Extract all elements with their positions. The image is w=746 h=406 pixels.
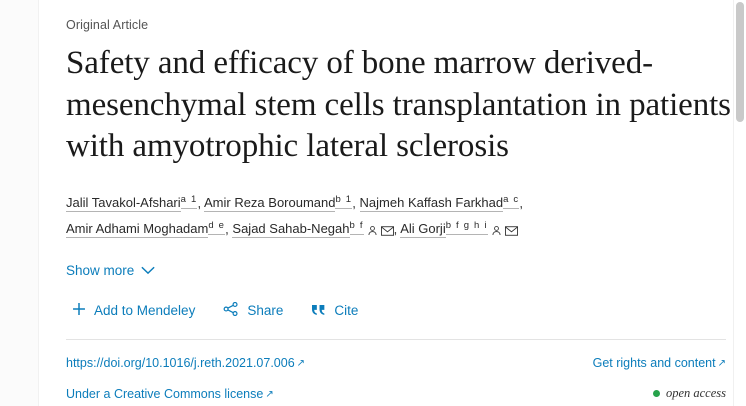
- left-gutter: [0, 0, 39, 406]
- author-name[interactable]: Ali Gorji: [400, 221, 446, 237]
- author-separator: ,: [393, 221, 398, 237]
- open-access-label: open access: [665, 386, 726, 401]
- author-affiliation-marks: d e: [208, 220, 225, 235]
- author-affiliation-marks: b f g h i: [446, 220, 488, 235]
- add-to-mendeley-button[interactable]: [72, 302, 195, 319]
- external-link-icon: ↗: [265, 388, 274, 400]
- author-name[interactable]: Jalil Tavakol-Afshari: [66, 195, 181, 211]
- cite-label: Cite: [334, 303, 359, 319]
- show-more-label: Show more: [66, 263, 135, 279]
- list-item: [66, 195, 197, 210]
- author-affiliation-marks: a c: [503, 194, 519, 209]
- share-icon: [223, 302, 239, 319]
- author-separator: ,: [225, 221, 229, 237]
- action-bar: [66, 302, 726, 319]
- scrollbar[interactable]: [733, 0, 746, 406]
- doi-link-label: https://doi.org/10.1016/j.reth.2021.07.006: [66, 356, 295, 371]
- cite-button[interactable]: [311, 303, 358, 319]
- plus-icon: [72, 302, 86, 319]
- quote-icon: [311, 303, 326, 319]
- show-more-button[interactable]: [66, 263, 155, 278]
- author-affiliation-marks: b f: [350, 220, 364, 235]
- get-rights-and-content-link[interactable]: [593, 356, 726, 370]
- author-mail-icon[interactable]: [381, 217, 394, 243]
- author-person-icon[interactable]: [491, 217, 502, 243]
- author-mail-icon[interactable]: [505, 217, 518, 243]
- author-person-icon[interactable]: [367, 217, 378, 243]
- list-item: [232, 221, 393, 236]
- author-separator: ,: [197, 195, 202, 211]
- external-link-icon: ↗: [717, 358, 726, 370]
- open-access-dot-icon: [653, 390, 660, 397]
- list-item: [204, 195, 352, 210]
- status-badge: [653, 386, 726, 401]
- author-name[interactable]: Amir Adhami Moghadam: [66, 221, 209, 237]
- author-separator: ,: [519, 195, 524, 211]
- author-name[interactable]: Najmeh Kaffash Farkhad: [359, 195, 504, 211]
- creative-commons-license-label: Under a Creative Commons license: [66, 386, 264, 401]
- author-name[interactable]: Amir Reza Boroumand: [203, 195, 336, 211]
- author-affiliation-marks: b 1: [335, 194, 352, 209]
- page-title: Safety and efficacy of bone marrow derived-mesenchymal stem cells transplantation in patients with amyotrophic lateral sclerosis: [66, 45, 731, 165]
- list-item: [66, 221, 225, 236]
- share-button[interactable]: [223, 302, 283, 319]
- author-name[interactable]: Sajad Sahab-Negah: [232, 221, 350, 237]
- creative-commons-license-link[interactable]: [66, 387, 274, 401]
- add-to-mendeley-label: Add to Mendeley: [94, 303, 196, 319]
- chevron-down-icon: [141, 263, 155, 278]
- get-rights-and-content-label: Get rights and content: [592, 356, 716, 371]
- scrollbar-thumb[interactable]: [736, 2, 744, 122]
- doi-row: [66, 356, 726, 370]
- author-affiliation-marks: a 1: [181, 194, 198, 209]
- author-separator: ,: [352, 195, 356, 211]
- doi-link[interactable]: [66, 356, 305, 370]
- external-link-icon: ↗: [296, 358, 306, 370]
- license-row: [66, 386, 726, 401]
- author-list: [66, 190, 726, 244]
- article-type-label: Original Article: [66, 18, 149, 32]
- article-content: [66, 0, 731, 401]
- divider: [66, 339, 726, 340]
- list-item: [400, 221, 517, 236]
- share-label: Share: [247, 303, 284, 319]
- list-item: [360, 195, 520, 210]
